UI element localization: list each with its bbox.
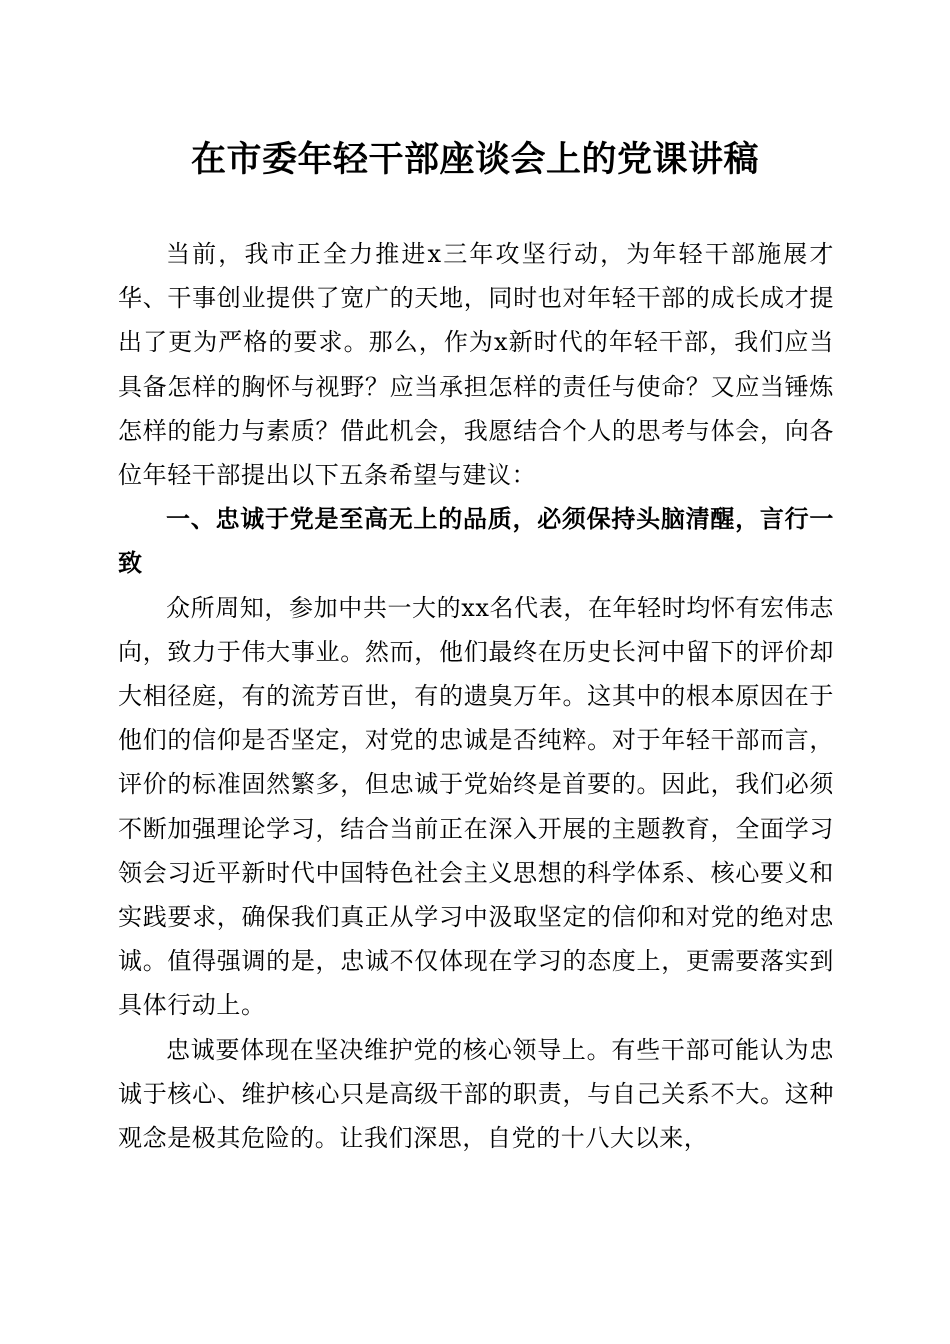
intro-paragraph: 当前，我市正全力推进x三年攻坚行动，为年轻干部施展才华、干事创业提供了宽广的天地，同时也对年轻干部的成长成才提出了更为严格的要求。那么，作为x新时代的年轻干部，我们应当具备怎样的胸怀与视野？应当承担怎样的责任与使命？又应当锤炼怎样的能力与素质？借此机会，我愿结合个人的思考与体会，向各位年轻干部提出以下五条希望与建议： (118, 240, 834, 490)
body-paragraph: 忠诚要体现在坚决维护党的核心领导上。有些干部可能认为忠诚于核心、维护核心只是高级干部的职责，与自己关系不大。这种观念是极其危险的。让我们深思，自党的十八大以来， (118, 1035, 834, 1153)
section-heading-1: 一、忠诚于党是至高无上的品质，必须保持头脑清醒，言行一致 (118, 505, 834, 578)
document-title: 在市委年轻干部座谈会上的党课讲稿 (190, 139, 759, 180)
document-body (118, 232, 834, 1160)
body-paragraph: 众所周知，参加中共一大的xx名代表，在年轻时均怀有宏伟志向，致力于伟大事业。然而，他们最终在历史长河中留下的评价却大相径庭，有的流芳百世，有的遗臭万年。这其中的根本原因在于他们的信仰是否坚定，对党的忠诚是否纯粹。对于年轻干部而言，评价的标准固然繁多，但忠诚于党始终是首要的。因此，我们必须不断加强理论学习，结合当前正在深入开展的主题教育，全面学习领会习近平新时代中国特色社会主义思想的科学体系、核心要义和实践要求，确保我们真正从学习中汲取坚定的信仰和对党的绝对忠诚。值得强调的是，忠诚不仅体现在学习的态度上，更需要落实到具体行动上。 (118, 593, 834, 1020)
